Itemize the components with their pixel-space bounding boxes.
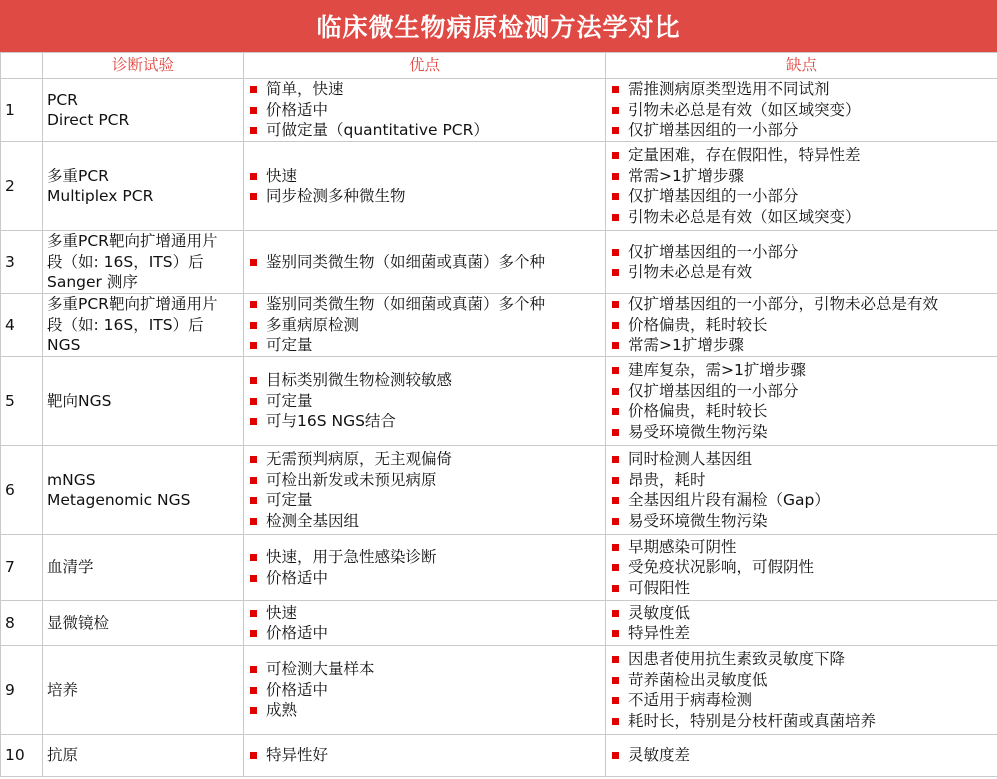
pro-item: [248, 511, 601, 532]
con-item: [610, 186, 993, 207]
test-name-cell: [43, 79, 244, 142]
pro-item: [248, 370, 601, 391]
pros-cell: [244, 231, 606, 294]
test-name-cell: [43, 357, 244, 446]
test-name-line: Multiplex PCR: [47, 187, 154, 205]
item-text: 快速，用于急性感染诊断: [266, 548, 437, 566]
test-name-cell: [43, 446, 244, 535]
bullet-square-icon: [612, 408, 619, 415]
con-item: [610, 242, 993, 263]
pros-cell: [244, 142, 606, 231]
bullet-square-icon: [250, 477, 257, 484]
item-text: 可与16S NGS结合: [266, 412, 396, 431]
con-item: [610, 557, 993, 578]
bullet-square-icon: [612, 173, 619, 180]
con-item: [610, 711, 993, 732]
pro-item: [248, 120, 601, 141]
item-text: 价格适中: [266, 680, 329, 699]
test-name-cell: [43, 735, 244, 777]
row-number: 3: [1, 231, 43, 294]
table-row: [1, 646, 997, 735]
item-text: 特异性差: [628, 624, 691, 642]
bullet-square-icon: [250, 518, 257, 525]
test-name-line: Sanger 测序: [47, 273, 138, 292]
item-text: 灵敏度差: [628, 746, 691, 765]
bullet-square-icon: [250, 707, 257, 714]
bullet-square-icon: [250, 575, 257, 582]
table-header-row: [1, 53, 997, 79]
item-text: 引物未必总是有效: [628, 263, 753, 281]
bullet-square-icon: [612, 544, 619, 551]
bullet-square-icon: [612, 193, 619, 200]
con-item: [610, 335, 993, 356]
bullet-square-icon: [612, 249, 619, 256]
bullet-square-icon: [250, 377, 257, 384]
item-text: 检测全基因组: [266, 511, 360, 530]
con-item: [610, 315, 993, 336]
bullet-square-icon: [250, 107, 257, 114]
table-row: [1, 142, 997, 231]
item-text: 无需预判病原，无主观偏倚: [266, 450, 453, 468]
bullet-square-icon: [250, 666, 257, 673]
con-item: [610, 422, 993, 443]
item-text: 苛养菌检出灵敏度低: [628, 670, 768, 689]
bullet-square-icon: [612, 152, 619, 159]
pro-item: [248, 449, 601, 470]
con-item: [610, 145, 993, 166]
row-number: 4: [1, 294, 43, 357]
bullet-square-icon: [612, 322, 619, 329]
item-text: 受免疫状况影响，可假阴性: [628, 558, 815, 577]
test-name-line: 段（如: 16S，ITS）后: [47, 252, 204, 271]
cons-cell: [606, 142, 997, 231]
test-name-line: 靶向NGS: [47, 391, 112, 410]
item-text: 可做定量（quantitative PCR）: [266, 121, 489, 140]
pros-cell: [244, 735, 606, 777]
con-item: [610, 79, 993, 100]
cons-cell: [606, 79, 997, 142]
bullet-square-icon: [612, 677, 619, 684]
item-text: 需推测病原类型选用不同试剂: [628, 80, 830, 99]
cons-cell: [606, 231, 997, 294]
item-text: 仅扩增基因组的一小部分，引物未必总是有效: [628, 295, 939, 314]
item-text: 快速: [266, 603, 298, 622]
item-text: 快速: [266, 166, 298, 185]
bullet-square-icon: [612, 301, 619, 308]
con-item: [610, 100, 993, 121]
table-row: [1, 446, 997, 535]
test-name-line: 血清学: [47, 558, 94, 577]
bullet-square-icon: [612, 367, 619, 374]
bullet-square-icon: [612, 214, 619, 221]
con-item: [610, 745, 993, 766]
item-text: 引物未必总是有效（如区域突变）: [628, 100, 861, 119]
cons-cell: [606, 294, 997, 357]
pro-item: [248, 79, 601, 100]
con-item: [610, 490, 993, 511]
row-number: 7: [1, 535, 43, 601]
bullet-square-icon: [250, 554, 257, 561]
header-pros: 优点: [244, 53, 606, 79]
item-text: 价格适中: [266, 624, 329, 642]
test-name-cell: [43, 142, 244, 231]
header-test: 诊断试验: [43, 53, 244, 79]
pros-cell: [244, 294, 606, 357]
con-item: [610, 360, 993, 381]
pro-item: [248, 166, 601, 187]
test-name-line: mNGS: [47, 470, 96, 489]
test-name-line: 多重PCR: [47, 166, 109, 185]
test-name-cell: [43, 535, 244, 601]
item-text: 不适用于病毒检测: [628, 691, 753, 709]
con-item: [610, 166, 993, 187]
item-text: 价格适中: [266, 100, 329, 119]
comparison-table: [0, 52, 997, 777]
cons-cell: [606, 646, 997, 735]
pro-item: [248, 335, 601, 356]
pro-item: [248, 603, 601, 624]
pro-item: [248, 490, 601, 511]
item-text: 目标类别微生物检测较敏感: [266, 371, 453, 390]
con-item: [610, 470, 993, 491]
bullet-square-icon: [250, 259, 257, 266]
pro-item: [248, 547, 601, 568]
item-text: 易受环境微生物污染: [628, 511, 768, 530]
item-text: 引物未必总是有效（如区域突变）: [628, 207, 861, 226]
table-body: [1, 79, 997, 777]
con-item: [610, 511, 993, 532]
item-text: 鉴别同类微生物（如细菌或真菌）多个种: [266, 295, 546, 314]
bullet-square-icon: [612, 388, 619, 395]
cons-cell: [606, 535, 997, 601]
bullet-square-icon: [250, 301, 257, 308]
bullet-square-icon: [612, 107, 619, 114]
row-number: 5: [1, 357, 43, 446]
cons-cell: [606, 735, 997, 777]
bullet-square-icon: [250, 86, 257, 93]
bullet-square-icon: [612, 269, 619, 276]
test-name-line: 多重PCR靶向扩增通用片: [47, 232, 218, 251]
test-name-cell: [43, 601, 244, 646]
bullet-square-icon: [250, 497, 257, 504]
bullet-square-icon: [612, 497, 619, 504]
test-name-line: PCR: [47, 90, 78, 109]
con-item: [610, 381, 993, 402]
table-row: [1, 357, 997, 446]
title-bar: [0, 0, 997, 52]
item-text: 常需>1扩增步骤: [628, 166, 744, 185]
header-num: [1, 53, 43, 79]
bullet-square-icon: [612, 718, 619, 725]
bullet-square-icon: [250, 127, 257, 134]
con-item: [610, 294, 993, 315]
item-text: 昂贵，耗时: [628, 470, 706, 489]
row-number: 9: [1, 646, 43, 735]
table-row: [1, 231, 997, 294]
pros-cell: [244, 646, 606, 735]
con-item: [610, 670, 993, 691]
item-text: 特异性好: [266, 746, 329, 765]
bullet-square-icon: [250, 687, 257, 694]
item-text: 同步检测多种微生物: [266, 187, 406, 205]
test-name-line: NGS: [47, 336, 81, 355]
bullet-square-icon: [250, 322, 257, 329]
bullet-square-icon: [250, 193, 257, 200]
bullet-square-icon: [612, 656, 619, 663]
item-text: 常需>1扩增步骤: [628, 336, 744, 355]
item-text: 价格偏贵，耗时较长: [628, 315, 768, 334]
bullet-square-icon: [250, 630, 257, 637]
item-text: 仅扩增基因组的一小部分: [628, 187, 799, 205]
test-name-line: 多重PCR靶向扩增通用片: [47, 295, 218, 314]
bullet-square-icon: [612, 342, 619, 349]
pro-item: [248, 186, 601, 207]
bullet-square-icon: [612, 697, 619, 704]
item-text: 同时检测人基因组: [628, 450, 753, 468]
row-number: 2: [1, 142, 43, 231]
bullet-square-icon: [250, 342, 257, 349]
con-item: [610, 537, 993, 558]
pro-item: [248, 315, 601, 336]
row-number: 6: [1, 446, 43, 535]
pros-cell: [244, 357, 606, 446]
page-title: 临床微生物病原检测方法学对比: [316, 13, 681, 42]
pro-item: [248, 745, 601, 766]
bullet-square-icon: [612, 86, 619, 93]
item-text: 仅扩增基因组的一小部分: [628, 121, 799, 140]
pros-cell: [244, 535, 606, 601]
bullet-square-icon: [612, 429, 619, 436]
item-text: 多重病原检测: [266, 315, 360, 334]
item-text: 灵敏度低: [628, 603, 691, 622]
con-item: [610, 207, 993, 228]
item-text: 可定量: [266, 336, 313, 355]
table-row: [1, 294, 997, 357]
bullet-square-icon: [612, 585, 619, 592]
bullet-square-icon: [612, 564, 619, 571]
row-number: 10: [1, 735, 43, 777]
con-item: [610, 120, 993, 141]
item-text: 耗时长，特别是分枝杆菌或真菌培养: [628, 711, 877, 730]
pros-cell: [244, 79, 606, 142]
con-item: [610, 262, 993, 283]
pro-item: [248, 680, 601, 701]
bullet-square-icon: [250, 752, 257, 759]
item-text: 鉴别同类微生物（如细菌或真菌）多个种: [266, 252, 546, 271]
item-text: 全基因组片段有漏检（Gap）: [628, 491, 830, 509]
bullet-square-icon: [612, 630, 619, 637]
cons-cell: [606, 357, 997, 446]
row-number: 1: [1, 79, 43, 142]
item-text: 可假阳性: [628, 578, 691, 597]
bullet-square-icon: [612, 752, 619, 759]
item-text: 仅扩增基因组的一小部分: [628, 242, 799, 261]
item-text: 价格偏贵，耗时较长: [628, 402, 768, 420]
con-item: [610, 649, 993, 670]
pro-item: [248, 391, 601, 412]
test-name-line: 培养: [47, 680, 79, 699]
test-name-line: Metagenomic NGS: [47, 491, 191, 509]
test-name-line: Direct PCR: [47, 111, 130, 129]
item-text: 早期感染可阴性: [628, 537, 737, 556]
test-name-line: 显微镜检: [47, 613, 110, 632]
bullet-square-icon: [612, 127, 619, 134]
item-text: 成熟: [266, 701, 298, 720]
table-row: [1, 535, 997, 601]
pro-item: [248, 411, 601, 432]
pro-item: [248, 100, 601, 121]
pro-item: [248, 294, 601, 315]
pro-item: [248, 568, 601, 589]
bullet-square-icon: [250, 418, 257, 425]
bullet-square-icon: [250, 398, 257, 405]
pro-item: [248, 252, 601, 273]
table-row: [1, 735, 997, 777]
test-name-line: 抗原: [47, 746, 79, 765]
row-number: 8: [1, 601, 43, 646]
item-text: 仅扩增基因组的一小部分: [628, 381, 799, 400]
test-name-line: 段（如: 16S，ITS）后: [47, 315, 204, 334]
pro-item: [248, 623, 601, 644]
item-text: 简单，快速: [266, 80, 344, 99]
item-text: 易受环境微生物污染: [628, 422, 768, 441]
pros-cell: [244, 446, 606, 535]
con-item: [610, 449, 993, 470]
pro-item: [248, 470, 601, 491]
test-name-cell: [43, 294, 244, 357]
item-text: 可定量: [266, 491, 313, 509]
con-item: [610, 401, 993, 422]
pro-item: [248, 659, 601, 680]
item-text: 建库复杂，需>1扩增步骤: [628, 361, 806, 379]
bullet-square-icon: [612, 610, 619, 617]
bullet-square-icon: [612, 456, 619, 463]
cons-cell: [606, 601, 997, 646]
item-text: 因患者使用抗生素致灵敏度下降: [628, 650, 846, 668]
con-item: [610, 623, 993, 644]
pro-item: [248, 700, 601, 721]
bullet-square-icon: [250, 173, 257, 180]
item-text: 可定量: [266, 391, 313, 410]
bullet-square-icon: [612, 477, 619, 484]
pros-cell: [244, 601, 606, 646]
bullet-square-icon: [612, 518, 619, 525]
test-name-cell: [43, 231, 244, 294]
item-text: 定量困难，存在假阳性，特异性差: [628, 146, 861, 164]
table-row: [1, 79, 997, 142]
con-item: [610, 603, 993, 624]
test-name-cell: [43, 646, 244, 735]
cons-cell: [606, 446, 997, 535]
item-text: 可检出新发或未预见病原: [266, 470, 437, 489]
con-item: [610, 578, 993, 599]
table-row: [1, 601, 997, 646]
item-text: 价格适中: [266, 568, 329, 587]
bullet-square-icon: [250, 610, 257, 617]
bullet-square-icon: [250, 456, 257, 463]
header-cons: 缺点: [606, 53, 997, 79]
con-item: [610, 690, 993, 711]
item-text: 可检测大量样本: [266, 660, 375, 679]
